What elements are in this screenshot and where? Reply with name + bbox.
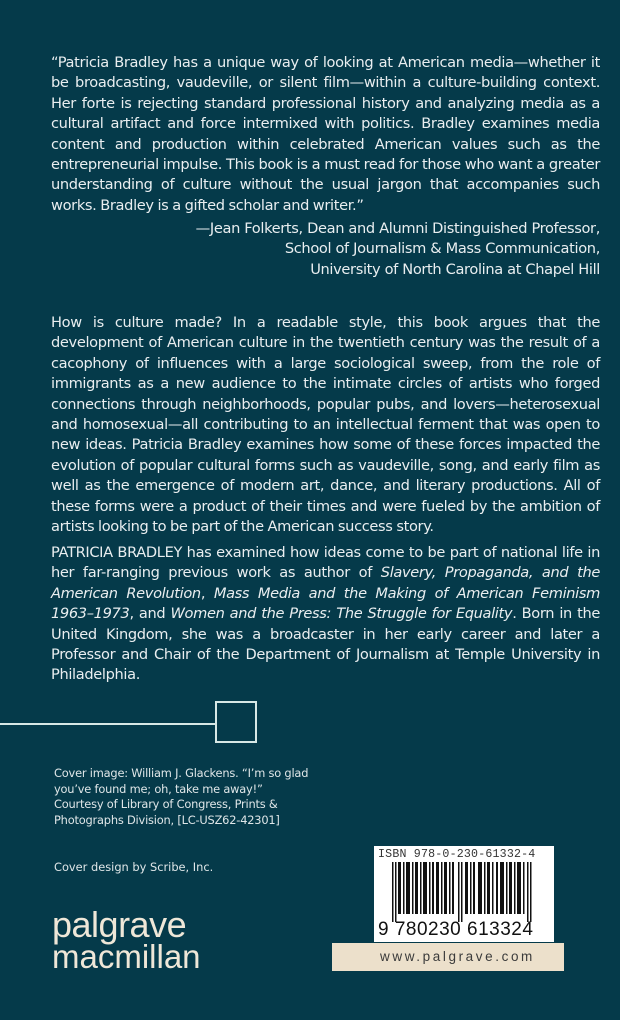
isbn-label: ISBN 978-0-230-61332-4 bbox=[378, 848, 536, 861]
endorsement-text: “Patricia Bradley has a unique way of looking at American media—whether it be broadcasting, vaudeville, or silent film—within a culture-building context. Her forte is rejecting standard professional history and analyzing media as a cultural artifact and force intermixed with politics. Bradley examines media content and production within celebrated American values such as the entrepreneurial impulse. This book is a must read for those who want a greater understanding of culture without the usual jargon that accompanies such works. Bradley is a gifted scholar and writer.” bbox=[51, 54, 600, 214]
book-title-1: Slavery, Propaganda, and the American Revolution bbox=[51, 564, 600, 602]
attribution-line-1: —Jean Folkerts, Dean and Alumni Distinguished Professor, bbox=[195, 220, 600, 237]
bio-rest: . Born in the United Kingdom, she was a broadcaster in her early career and later a Professor and Chair of the Department of Journalism at Temple University in Philadelphia. bbox=[51, 605, 600, 684]
description-text: How is culture made? In a readable style, this book argues that the development of American culture in the twentieth century was the result of a cacophony of influences with a large sociological sweep, from the role of immigrants as a new audience to the intimate circles of artists who forged connections through neighborhoods, popular pubs, and lovers—heterosexual and homosexual—all contributing to an intellectual ferment that was open to new ideas. Patricia Bradley examines how some of these forces impacted the evolution of popular cultural forms such as vaudeville, song, and early film as well as the emergence of modern art, dance, and literary productions. All of these forms were a product of their times and were fueled by the ambition of artists looking to be part of the American success story. bbox=[51, 314, 600, 536]
barcode-icon bbox=[392, 862, 532, 922]
cover-design-credit: Cover design by Scribe, Inc. bbox=[54, 860, 214, 874]
cover-image-credit: Cover image: William J. Glackens. “I’m so glad you’ve found me; oh, take me away!” Courtesy of Library of Congress, Prints & Photographs Division, [LC-USZ62-42301] bbox=[54, 766, 309, 827]
endorsement-attribution bbox=[196, 219, 600, 280]
logo-macmillan: macmillan bbox=[52, 938, 201, 975]
endorsement-quote bbox=[51, 53, 600, 216]
bio-lead: PATRICIA BRADLEY has examined how ideas come to be part of national life in her far-ranging previous work as author of bbox=[51, 544, 600, 582]
attribution-line-2: School of Journalism & Mass Communication, bbox=[284, 240, 600, 258]
decorative-rule bbox=[0, 723, 216, 725]
book-title-3: Women and the Press: The Struggle for Equality bbox=[170, 605, 513, 623]
bio-separator: , and bbox=[129, 605, 171, 623]
author-bio bbox=[51, 543, 600, 686]
bio-separator: , bbox=[200, 584, 214, 602]
isbn-barcode bbox=[374, 846, 554, 942]
ean-number: 9 780230 613324 bbox=[378, 919, 534, 940]
logo-palgrave: palgrave bbox=[52, 904, 187, 945]
publisher-url: www.palgrave.com bbox=[332, 943, 564, 971]
book-title-2: Mass Media and the Making of American Feminism 1963–1973 bbox=[51, 584, 601, 623]
bio-text bbox=[51, 543, 600, 686]
attribution-line-3: University of North Carolina at Chapel Hill bbox=[310, 260, 600, 278]
publisher-logo bbox=[52, 904, 201, 975]
book-description bbox=[51, 313, 600, 537]
decorative-square bbox=[215, 701, 257, 743]
